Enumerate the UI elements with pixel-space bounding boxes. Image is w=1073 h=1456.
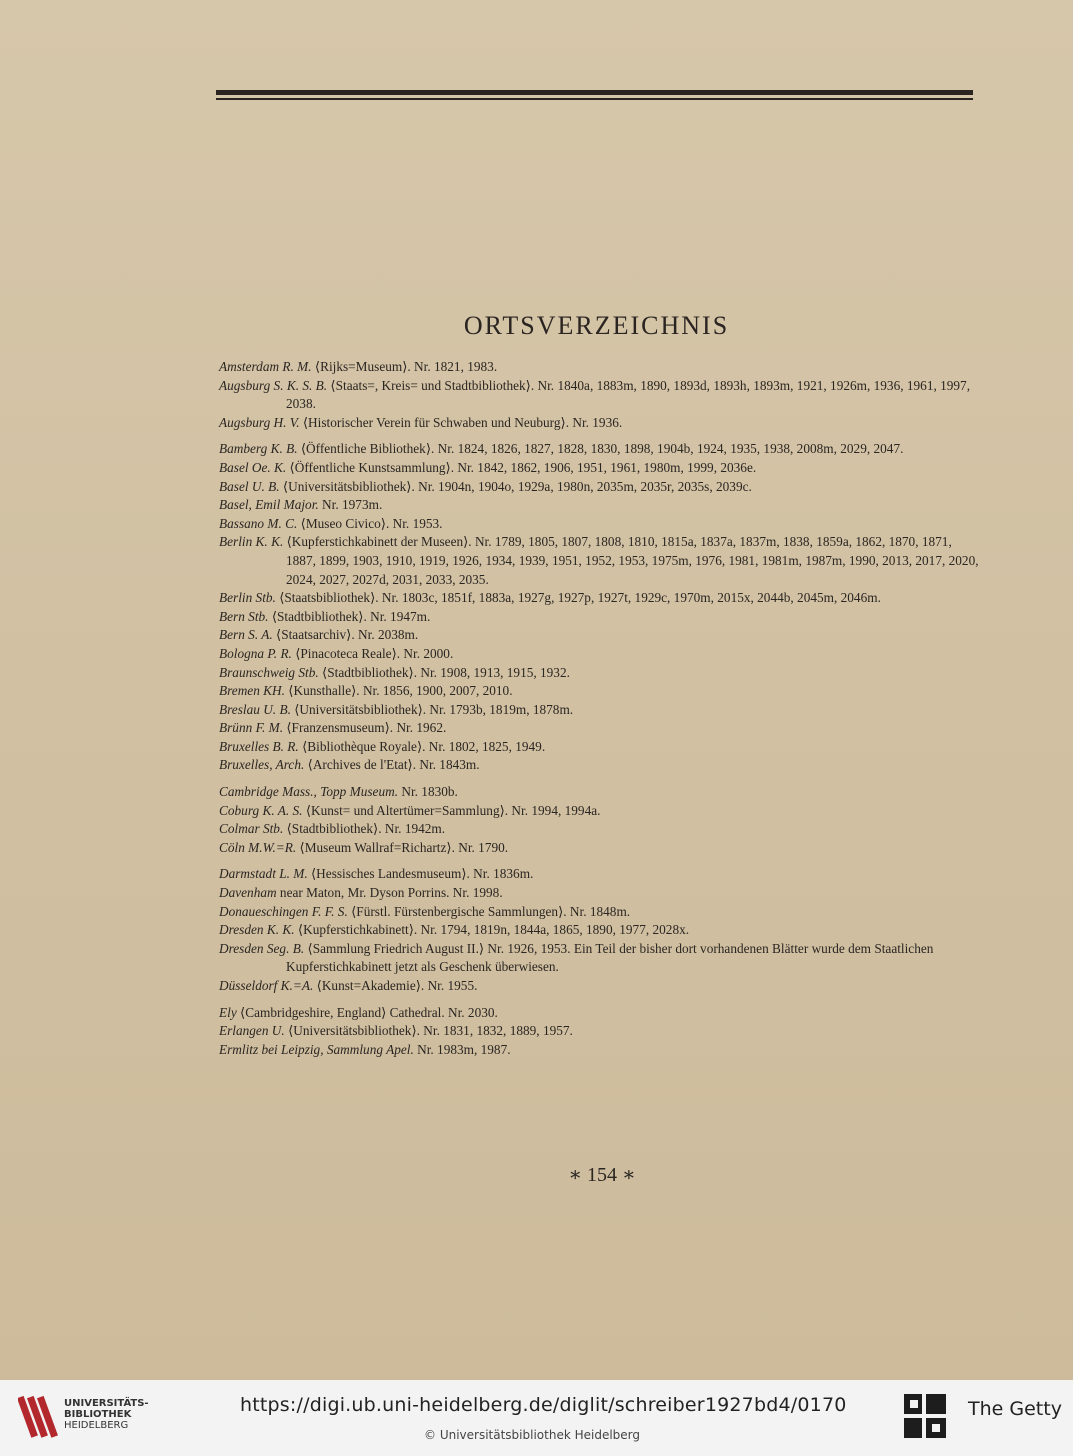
index-entry <box>219 645 981 664</box>
entry-details: ⟨Hessisches Landesmuseum⟩. Nr. 1836m. <box>307 866 534 882</box>
entry-details: ⟨Cambridgeshire, England⟩ Cathedral. Nr. 2030. <box>236 1004 498 1020</box>
entry-details: ⟨Öffentliche Kunstsammlung⟩. Nr. 1842, 1862, 1906, 1951, 1961, 1980m, 1999, 2036e. <box>286 459 757 475</box>
entry-place: Ermlitz bei Leipzig, Sammlung Apel. <box>219 1041 414 1057</box>
entry-place: Bassano M. C. <box>219 515 298 531</box>
entry-place: Cöln M.W.=R. <box>219 839 297 855</box>
viewer-footer <box>0 1380 1073 1456</box>
entry-place: Amsterdam R. M. <box>219 359 312 374</box>
entry-details: ⟨Museum Wallraf=Richartz⟩. Nr. 1790. <box>296 839 509 855</box>
entry-details: ⟨Historischer Verein für Schwaben und Neuburg⟩. Nr. 1936. <box>299 414 623 430</box>
library-name-line-2: BIBLIOTHEK <box>64 1409 132 1420</box>
entry-place: Braunschweig Stb. <box>219 664 319 680</box>
header-rule-thick <box>216 90 973 95</box>
entry-place: Cambridge Mass., Topp Museum. <box>219 784 399 800</box>
entry-details: ⟨Pinacoteca Reale⟩. Nr. 2000. <box>291 645 454 661</box>
library-logo-icon[interactable] <box>18 1392 62 1442</box>
index-entries <box>219 358 981 1059</box>
entry-details: ⟨Kunsthalle⟩. Nr. 1856, 1900, 2007, 2010. <box>284 683 513 699</box>
entry-details: Nr. 1973m. <box>318 497 383 513</box>
entry-details: ⟨Archives de l'Etat⟩. Nr. 1843m. <box>304 757 480 773</box>
entry-place: Ely <box>219 1004 237 1020</box>
entry-place: Bamberg K. B. <box>219 441 298 457</box>
entry-place: Bologna P. R. <box>219 645 292 661</box>
entry-place: Berlin Stb. <box>219 590 276 606</box>
permalink-url[interactable]: https://digi.ub.uni-heidelberg.de/diglit/schreiber1927bd4/0170 <box>240 1394 847 1416</box>
entry-details: ⟨Staats=, Kreis= und Stadtbibliothek⟩. Nr. 1840a, 1883m, 1890, 1893d, 1893h, 1893m, 1921, 1926m, 1936, 1961, 1997, 2038. <box>286 377 971 412</box>
entry-place: Erlangen U. <box>219 1023 285 1039</box>
entry-place: Bremen KH. <box>219 683 285 699</box>
entry-place: Donaueschingen F. F. S. <box>219 903 348 919</box>
index-entry <box>219 515 981 534</box>
entry-place: Düsseldorf K.=A. <box>219 978 314 993</box>
index-entry <box>219 1022 981 1041</box>
library-name-line-1: UNIVERSITÄTS- <box>64 1398 149 1409</box>
index-entry <box>219 820 981 839</box>
index-entry <box>219 701 981 720</box>
entry-place: Basel, Emil Major. <box>219 497 319 513</box>
index-entry <box>219 533 981 589</box>
entry-details: ⟨Kunst=Akademie⟩. Nr. 1955. <box>313 978 478 993</box>
index-entry <box>219 738 981 757</box>
header-rule <box>216 90 973 102</box>
entry-details: ⟨Rijks=Museum⟩. Nr. 1821, 1983. <box>311 359 498 374</box>
index-entry <box>219 903 981 922</box>
entry-details: ⟨Universitätsbibliothek⟩. Nr. 1904n, 1904o, 1929a, 1980n, 2035m, 2035r, 2035s, 2039c. <box>279 478 752 494</box>
entry-details: ⟨Stadtbibliothek⟩. Nr. 1947m. <box>268 608 431 624</box>
entry-place: Bruxelles B. R. <box>219 738 299 754</box>
entry-place: Darmstadt L. M. <box>219 866 308 882</box>
index-entry <box>219 940 981 977</box>
entry-place: Bruxelles, Arch. <box>219 757 305 773</box>
entry-place: Colmar Stb. <box>219 821 284 837</box>
entry-details: near Maton, Mr. Dyson Porrins. Nr. 1998. <box>276 885 503 901</box>
entry-details: ⟨Fürstl. Fürstenbergische Sammlungen⟩. Nr. 1848m. <box>347 903 631 919</box>
entry-place: Basel Oe. K. <box>219 459 287 475</box>
index-entry <box>219 496 981 515</box>
entry-place: Brünn F. M. <box>219 720 284 736</box>
index-entry <box>219 589 981 608</box>
entry-place: Dresden K. K. <box>219 922 295 938</box>
index-entry <box>219 478 981 497</box>
index-entry <box>219 664 981 683</box>
index-entry <box>219 682 981 701</box>
entry-details: Nr. 1830b. <box>398 784 458 800</box>
index-entry <box>219 977 981 996</box>
entry-details: ⟨Museo Civico⟩. Nr. 1953. <box>297 515 443 531</box>
entry-place: Basel U. B. <box>219 478 280 494</box>
header-rule-thin <box>216 98 973 100</box>
index-entry <box>219 358 981 377</box>
entry-details: Nr. 1983m, 1987. <box>413 1041 511 1057</box>
index-entry <box>219 783 981 802</box>
entry-place: Bern Stb. <box>219 608 269 624</box>
index-entry <box>219 839 981 858</box>
page-title: ORTSVERZEICHNIS <box>463 311 730 340</box>
entry-details: ⟨Stadtbibliothek⟩. Nr. 1942m. <box>283 821 446 837</box>
index-entry <box>219 414 981 433</box>
entry-place: Davenham <box>219 885 277 901</box>
entry-details: ⟨Kunst= und Altertümer=Sammlung⟩. Nr. 1994, 1994a. <box>302 802 601 818</box>
index-entry <box>219 440 981 459</box>
library-name <box>64 1398 149 1431</box>
getty-logo-icon[interactable] <box>902 1392 948 1440</box>
entry-details: ⟨Öffentliche Bibliothek⟩. Nr. 1824, 1826, 1827, 1828, 1830, 1898, 1904b, 1924, 1935, 1938, 2008m, 2029, 2047. <box>297 441 904 457</box>
entry-place: Augsburg H. V. <box>219 414 300 430</box>
index-entry <box>219 756 981 775</box>
copyright-notice: © Universitätsbibliothek Heidelberg <box>424 1428 641 1442</box>
entry-details: ⟨Stadtbibliothek⟩. Nr. 1908, 1913, 1915, 1932. <box>318 664 570 680</box>
entry-place: Berlin K. K. <box>219 534 284 550</box>
entry-place: Dresden Seg. B. <box>219 940 305 956</box>
getty-name: The Getty <box>968 1398 1062 1420</box>
index-entry <box>219 865 981 884</box>
index-entry <box>219 1041 981 1060</box>
entry-details: ⟨Staatsbibliothek⟩. Nr. 1803c, 1851f, 1883a, 1927g, 1927p, 1927t, 1929c, 1970m, 2015x, 2044b, 2045m, 2046m. <box>275 590 881 606</box>
entry-place: Coburg K. A. S. <box>219 802 303 818</box>
index-entry <box>219 626 981 645</box>
index-entry <box>219 1004 981 1023</box>
entry-place: Augsburg S. K. S. B. <box>219 377 328 393</box>
index-entry <box>219 377 981 414</box>
entry-place: Bern S. A. <box>219 627 273 643</box>
index-entry <box>219 719 981 738</box>
index-entry <box>219 921 981 940</box>
entry-details: ⟨Franzensmuseum⟩. Nr. 1962. <box>283 720 447 736</box>
page-number: ∗ 154 ∗ <box>568 1164 636 1186</box>
index-entry <box>219 459 981 478</box>
entry-details: ⟨Universitätsbibliothek⟩. Nr. 1831, 1832, 1889, 1957. <box>284 1023 573 1039</box>
entry-details: ⟨Universitätsbibliothek⟩. Nr. 1793b, 1819m, 1878m. <box>290 701 574 717</box>
entry-details: ⟨Kupferstichkabinett⟩. Nr. 1794, 1819n, 1844a, 1865, 1890, 1977, 2028x. <box>294 922 690 938</box>
entry-details: ⟨Staatsarchiv⟩. Nr. 2038m. <box>272 627 419 643</box>
library-name-line-3: HEIDELBERG <box>64 1420 129 1431</box>
index-entry <box>219 802 981 821</box>
index-entry <box>219 608 981 627</box>
entry-details: ⟨Sammlung Friedrich August II.⟩ Nr. 1926, 1953. Ein Teil der bisher dort vorhandenen Blätter wurde dem Staatlichen Kupferstichkabinett jetzt als Geschenk überwiesen. <box>286 940 934 975</box>
entry-details: ⟨Kupferstichkabinett der Museen⟩. Nr. 1789, 1805, 1807, 1808, 1810, 1815a, 1837a, 1837m, 1838, 1859a, 1862, 1870, 1871, 1887, 1899, 1903, 1910, 1919, 1926, 1934, 1939, 1951, 1952, 1953, 1975m, 1976, 1981, 1981m, 1987m, 1990, 2013, 2017, 2020, 2024, 2027, 2027d, 2031, 2033, 2035. <box>283 534 979 587</box>
entry-details: ⟨Bibliothèque Royale⟩. Nr. 1802, 1825, 1949. <box>298 738 546 754</box>
entry-place: Breslau U. B. <box>219 701 291 717</box>
index-entry <box>219 884 981 903</box>
